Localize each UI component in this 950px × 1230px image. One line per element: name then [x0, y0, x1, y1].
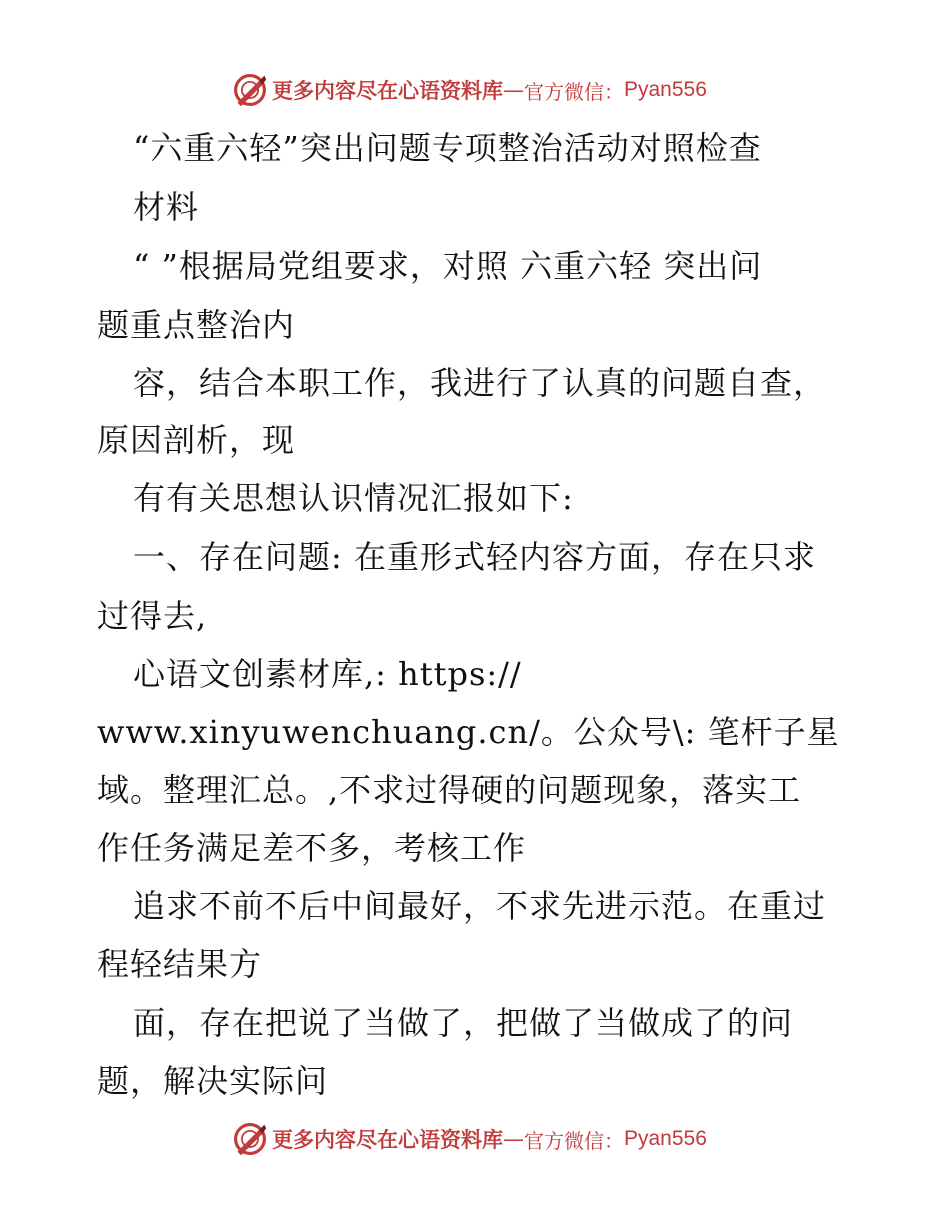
text-line: 有有关思想认识情况汇报如下:	[133, 479, 574, 517]
pen-logo-icon	[232, 72, 268, 108]
text-line: 域。整理汇总。,不求过得硬的问题现象，落实工	[97, 771, 802, 809]
text-line: 心语文创素材库,: https://	[133, 655, 522, 693]
text-line: 面，存在把说了当做了，把做了当做成了的问	[133, 1004, 794, 1042]
pen-logo-icon	[232, 1121, 268, 1157]
text-line: 原因剖析，现	[97, 421, 296, 459]
text-line: “ ”根据局党组要求，对照 六重六轻 突出问	[133, 247, 763, 285]
banner-slogan: 更多内容尽在心语资料库	[272, 1127, 503, 1152]
banner-dash: —	[503, 1127, 524, 1151]
text-line: 程轻结果方	[97, 945, 263, 983]
header-watermark-banner	[232, 70, 707, 110]
banner-slogan: 更多内容尽在心语资料库	[272, 78, 503, 103]
banner-wechat-id: Pyan556	[624, 78, 707, 101]
text-line: 一、存在问题: 在重形式轻内容方面，存在只求	[133, 538, 816, 576]
banner-wechat-id: Pyan556	[624, 1127, 707, 1150]
text-line: 题，解决实际问	[97, 1062, 329, 1100]
text-line: 追求不前不后中间最好，不求先进示范。在重过	[133, 887, 827, 925]
text-line: 容，结合本职工作，我进行了认真的问题自查，	[133, 364, 827, 402]
text-line: 过得去,	[97, 597, 208, 635]
banner-dash: —	[503, 78, 524, 102]
text-line: 题重点整治内	[97, 306, 296, 344]
text-line: 作任务满足差不多，考核工作	[97, 829, 527, 867]
text-line: www.xinyuwenchuang.cn/。公众号\: 笔杆子星	[97, 713, 840, 751]
text-line: “六重六轻”突出问题专项整治活动对照检查	[133, 129, 762, 167]
banner-wechat-label: 官方微信：	[524, 1128, 624, 1153]
text-line: 材料	[133, 188, 200, 226]
footer-watermark-banner	[232, 1119, 707, 1159]
banner-wechat-label: 官方微信：	[524, 79, 624, 104]
